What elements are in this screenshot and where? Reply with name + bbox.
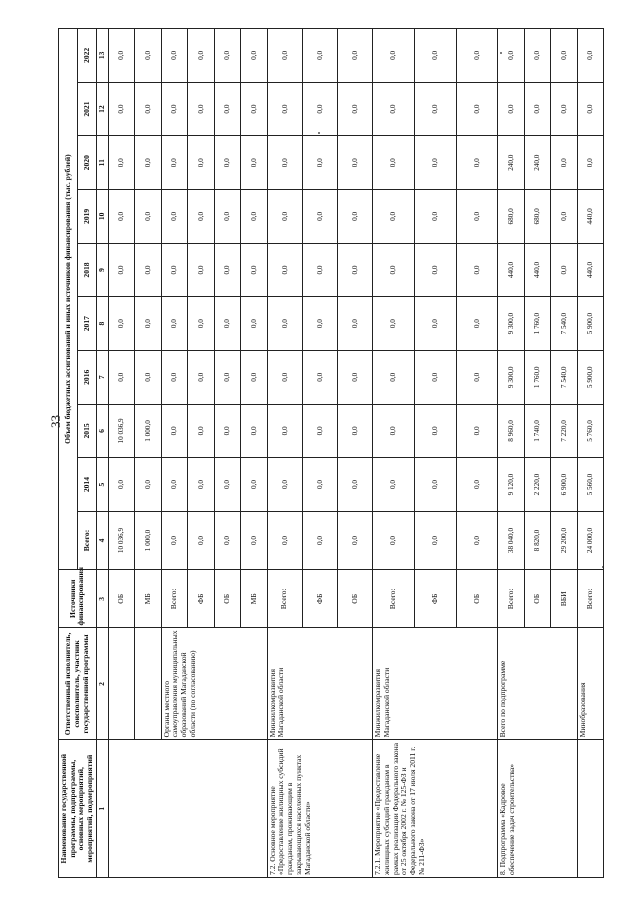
year-value-cell: 0,0	[302, 82, 337, 136]
year-value-cell: 0,0	[241, 297, 268, 351]
year-value-cell: 0,0	[161, 190, 188, 244]
header-year: 2014	[77, 458, 96, 512]
year-value-cell: 1 760,0	[524, 350, 551, 404]
source-cell: ОБ	[337, 570, 372, 628]
year-value-cell: 0,0	[302, 350, 337, 404]
year-value-cell: 0,0	[373, 404, 415, 458]
year-value-cell: 0,0	[108, 458, 135, 512]
year-value-cell: 0,0	[108, 190, 135, 244]
year-value-cell: 0,0	[241, 243, 268, 297]
header-numbers-row	[96, 29, 108, 878]
year-value-cell: 0,0	[337, 404, 372, 458]
total-value-cell: 0,0	[161, 511, 188, 569]
year-value-cell: 0,0	[188, 190, 215, 244]
year-value-cell: 0,0	[135, 82, 162, 136]
year-value-cell: 0,0	[188, 243, 215, 297]
table-row	[577, 29, 604, 878]
year-value-cell: 9 300,0	[498, 350, 525, 404]
col-number: 2	[96, 628, 108, 740]
year-value-cell: 0,0	[414, 82, 456, 136]
year-value-cell: 0,0	[414, 190, 456, 244]
year-value-cell: 0,0	[337, 29, 372, 83]
year-value-cell: 0,0	[108, 82, 135, 136]
year-value-cell: 0,0	[161, 404, 188, 458]
col-number: 7	[96, 350, 108, 404]
responsible-cell: Органы местного самоуправления муниципальных образований Магаданской области (по согласованию)	[161, 628, 267, 740]
year-value-cell: 0,0	[241, 82, 268, 136]
source-cell: ОБ	[456, 570, 498, 628]
year-value-cell: 1 760,0	[524, 297, 551, 351]
year-value-cell: 0,0	[337, 350, 372, 404]
year-value-cell: 7 540,0	[551, 350, 578, 404]
year-value-cell: 0,0	[135, 458, 162, 512]
year-value-cell: 0,0	[373, 190, 415, 244]
year-value-cell: 0,0	[373, 297, 415, 351]
year-value-cell: 0,0	[373, 243, 415, 297]
year-value-cell: 0,0	[302, 190, 337, 244]
year-value-cell: 0,0	[456, 350, 498, 404]
source-cell: МБ	[241, 570, 268, 628]
header-year: 2021	[77, 82, 96, 136]
total-value-cell: 0,0	[337, 511, 372, 569]
year-value-cell: 0,0	[337, 82, 372, 136]
header-year: 2020	[77, 136, 96, 190]
header-name: Наименование государственной программы, подпрограммы, основных мероприятий, мероприятий, подмероприятий	[59, 740, 97, 878]
year-value-cell: 7 220,0	[551, 404, 578, 458]
year-value-cell: 0,0	[577, 82, 604, 136]
year-value-cell: 0,0	[524, 29, 551, 83]
total-value-cell: 0,0	[267, 511, 302, 569]
year-value-cell: 0,0	[551, 243, 578, 297]
year-value-cell: 0,0	[456, 190, 498, 244]
item-name-cell: 7.2. Основное мероприятие «Предоставление жилищных субсидий гражданам, проживающим в закрывающихся населенных пунктах Магаданской области»	[267, 740, 372, 878]
year-value-cell: 6 900,0	[551, 458, 578, 512]
item-name-cell	[108, 740, 267, 878]
year-value-cell: 10 036,9	[108, 404, 135, 458]
col-number: 13	[96, 29, 108, 83]
source-cell: ВБИ	[551, 570, 578, 628]
year-value-cell: 0,0	[456, 136, 498, 190]
year-value-cell: 0,0	[267, 29, 302, 83]
year-value-cell: 0,0	[414, 458, 456, 512]
header-responsible: Ответственный исполнитель, соисполнитель, участник государственной программы	[59, 628, 97, 740]
year-value-cell: 0,0	[135, 136, 162, 190]
year-value-cell: 0,0	[214, 190, 241, 244]
year-value-cell: 0,0	[337, 297, 372, 351]
year-value-cell: 0,0	[188, 29, 215, 83]
table-row	[267, 29, 302, 878]
year-value-cell: 0,0	[456, 82, 498, 136]
year-value-cell: 0,0	[241, 404, 268, 458]
responsible-cell: Всего по подпрограмме	[498, 628, 578, 740]
total-value-cell: 0,0	[214, 511, 241, 569]
responsible-cell	[108, 628, 135, 740]
col-number: 11	[96, 136, 108, 190]
year-value-cell: 5 560,0	[577, 458, 604, 512]
header-year: 2018	[77, 243, 96, 297]
year-value-cell: 0,0	[337, 190, 372, 244]
year-value-cell: 0,0	[267, 82, 302, 136]
year-value-cell: 5 900,0	[577, 297, 604, 351]
year-value-cell: 0,0	[302, 29, 337, 83]
year-value-cell: 0,0	[456, 29, 498, 83]
year-value-cell: 0,0	[337, 458, 372, 512]
header-year: 2016	[77, 350, 96, 404]
col-number: 1	[96, 740, 108, 878]
year-value-cell: 5 760,0	[577, 404, 604, 458]
year-value-cell: 0,0	[302, 404, 337, 458]
year-value-cell: 0,0	[577, 136, 604, 190]
year-value-cell: 0,0	[161, 136, 188, 190]
col-number: 4	[96, 511, 108, 569]
source-cell: ФБ	[414, 570, 456, 628]
source-cell: ОБ	[524, 570, 551, 628]
page-number: 33	[48, 415, 63, 428]
year-value-cell: 1 740,0	[524, 404, 551, 458]
header-source: Источники финансирования	[59, 570, 97, 628]
year-value-cell: 0,0	[241, 136, 268, 190]
year-value-cell: 0,0	[373, 82, 415, 136]
header-row-1	[59, 29, 78, 878]
year-value-cell: 0,0	[524, 82, 551, 136]
year-value-cell: 0,0	[414, 404, 456, 458]
table-body	[108, 29, 604, 878]
year-value-cell: 1 000,0	[135, 404, 162, 458]
year-value-cell: 0,0	[241, 29, 268, 83]
year-value-cell: 440,0	[498, 243, 525, 297]
year-value-cell: 0,0	[267, 190, 302, 244]
year-value-cell: 0,0	[498, 82, 525, 136]
year-value-cell: 0,0	[161, 458, 188, 512]
year-value-cell: 0,0	[241, 190, 268, 244]
year-value-cell: 0,0	[161, 297, 188, 351]
year-value-cell: 0,0	[241, 350, 268, 404]
total-value-cell: 0,0	[302, 511, 337, 569]
year-value-cell: 0,0	[302, 243, 337, 297]
col-number: 8	[96, 297, 108, 351]
year-value-cell: 0,0	[551, 136, 578, 190]
year-value-cell: 0,0	[373, 458, 415, 512]
year-value-cell: 0,0	[108, 297, 135, 351]
source-cell: ОБ	[108, 570, 135, 628]
year-value-cell: 0,0	[302, 458, 337, 512]
year-value-cell: 440,0	[577, 190, 604, 244]
financing-table	[58, 28, 604, 878]
table-row	[498, 29, 525, 878]
year-value-cell: 0,0	[373, 136, 415, 190]
year-value-cell: 0,0	[188, 458, 215, 512]
year-value-cell: 0,0	[337, 136, 372, 190]
year-value-cell: 0,0	[214, 404, 241, 458]
year-value-cell: 0,0	[414, 136, 456, 190]
year-value-cell: 0,0	[108, 29, 135, 83]
responsible-cell: Минжилкомразвития Магаданской области	[267, 628, 372, 740]
year-value-cell: 5 900,0	[577, 350, 604, 404]
year-value-cell: 440,0	[524, 243, 551, 297]
year-value-cell: 0,0	[214, 82, 241, 136]
header-year: 2015	[77, 404, 96, 458]
year-value-cell: 0,0	[188, 136, 215, 190]
table-row	[373, 29, 415, 878]
source-cell: ОБ	[214, 570, 241, 628]
source-cell: МБ	[135, 570, 162, 628]
source-cell: Всего:	[267, 570, 302, 628]
year-value-cell: 0,0	[108, 136, 135, 190]
responsible-cell	[135, 628, 162, 740]
total-value-cell: 8 820,0	[524, 511, 551, 569]
source-cell: Всего:	[577, 570, 604, 628]
year-value-cell: 0,0	[456, 404, 498, 458]
total-value-cell: 0,0	[373, 511, 415, 569]
year-value-cell: 0,0	[267, 404, 302, 458]
year-value-cell: 0,0	[161, 82, 188, 136]
year-value-cell: 0,0	[188, 82, 215, 136]
year-value-cell: 0,0	[267, 350, 302, 404]
year-value-cell: 0,0	[214, 29, 241, 83]
year-value-cell: 0,0	[161, 243, 188, 297]
col-number: 10	[96, 190, 108, 244]
responsible-cell: Минжилкомразвития Магаданской области	[373, 628, 498, 740]
year-value-cell: 680,0	[524, 190, 551, 244]
year-value-cell: 0,0	[414, 297, 456, 351]
year-value-cell: 680,0	[498, 190, 525, 244]
total-value-cell: 38 040,0	[498, 511, 525, 569]
year-value-cell: 9 300,0	[498, 297, 525, 351]
year-value-cell: 0,0	[456, 297, 498, 351]
year-value-cell: 0,0	[214, 458, 241, 512]
total-value-cell: 0,0	[241, 511, 268, 569]
year-value-cell: 0,0	[414, 29, 456, 83]
year-value-cell: 2 220,0	[524, 458, 551, 512]
total-value-cell: 0,0	[414, 511, 456, 569]
year-value-cell: 0,0	[267, 243, 302, 297]
header-year: 2019	[77, 190, 96, 244]
total-value-cell: 1 000,0	[135, 511, 162, 569]
year-value-cell: 0,0	[498, 29, 525, 83]
source-cell: ФБ	[302, 570, 337, 628]
header-year: 2022	[77, 29, 96, 83]
year-value-cell: 0,0	[337, 243, 372, 297]
year-value-cell: 0,0	[267, 136, 302, 190]
year-value-cell: 0,0	[214, 297, 241, 351]
year-value-cell: 0,0	[188, 404, 215, 458]
source-cell: Всего:	[373, 570, 415, 628]
total-value-cell: 10 036,9	[108, 511, 135, 569]
total-value-cell: 0,0	[188, 511, 215, 569]
year-value-cell: 0,0	[456, 458, 498, 512]
year-value-cell: 8 960,0	[498, 404, 525, 458]
year-value-cell: 0,0	[551, 82, 578, 136]
year-value-cell: 9 120,0	[498, 458, 525, 512]
year-value-cell: 0,0	[241, 458, 268, 512]
year-value-cell: 0,0	[214, 136, 241, 190]
year-value-cell: 0,0	[108, 243, 135, 297]
source-cell: Всего:	[498, 570, 525, 628]
year-value-cell: 0,0	[302, 136, 337, 190]
item-name-cell	[577, 740, 604, 878]
year-value-cell: 240,0	[498, 136, 525, 190]
total-value-cell: 0,0	[456, 511, 498, 569]
year-value-cell: 0,0	[214, 350, 241, 404]
year-value-cell: 0,0	[135, 350, 162, 404]
col-number: 9	[96, 243, 108, 297]
year-value-cell: 0,0	[214, 243, 241, 297]
item-name-cell: 7.2.1. Мероприятие «Предоставление жилищных субсидий гражданам в рамках реализации Федерального закона от 25 октября 2002 г. № 125-ФЗ и Федерального закона от 17 июля 2011 г. № 211-ФЗ»	[373, 740, 498, 878]
year-value-cell: 0,0	[135, 243, 162, 297]
source-cell: ФБ	[188, 570, 215, 628]
year-value-cell: 240,0	[524, 136, 551, 190]
rotated-table-container	[58, 28, 595, 878]
responsible-cell: Минобразования	[577, 628, 604, 740]
year-value-cell: 0,0	[456, 243, 498, 297]
year-value-cell: 0,0	[188, 350, 215, 404]
header-volume: Объем бюджетных ассигнований и иных источников финансирования (тыс. рублей)	[59, 29, 78, 570]
header-year: 2017	[77, 297, 96, 351]
col-number: 12	[96, 82, 108, 136]
year-value-cell: 0,0	[267, 297, 302, 351]
year-value-cell: 440,0	[577, 243, 604, 297]
source-cell: Всего:	[161, 570, 188, 628]
header-total: Всего:	[77, 511, 96, 569]
year-value-cell: 0,0	[551, 29, 578, 83]
year-value-cell: 0,0	[302, 297, 337, 351]
year-value-cell: 0,0	[108, 350, 135, 404]
table-row	[108, 29, 135, 878]
year-value-cell: 0,0	[267, 458, 302, 512]
year-value-cell: 0,0	[414, 350, 456, 404]
year-value-cell: 0,0	[551, 190, 578, 244]
year-value-cell: 0,0	[577, 29, 604, 83]
year-value-cell: 0,0	[188, 297, 215, 351]
year-value-cell: 0,0	[161, 29, 188, 83]
col-number: 3	[96, 570, 108, 628]
total-value-cell: 24 000,0	[577, 511, 604, 569]
item-name-cell: 8. Подпрограмма «Кадровое обеспечение задач строительства»	[498, 740, 578, 878]
col-number: 6	[96, 404, 108, 458]
year-value-cell: 0,0	[373, 350, 415, 404]
year-value-cell: 0,0	[161, 350, 188, 404]
year-value-cell: 0,0	[373, 29, 415, 83]
year-value-cell: 0,0	[135, 297, 162, 351]
total-value-cell: 29 200,0	[551, 511, 578, 569]
year-value-cell: 0,0	[414, 243, 456, 297]
year-value-cell: 0,0	[135, 29, 162, 83]
year-value-cell: 0,0	[135, 190, 162, 244]
year-value-cell: 7 540,0	[551, 297, 578, 351]
col-number: 5	[96, 458, 108, 512]
